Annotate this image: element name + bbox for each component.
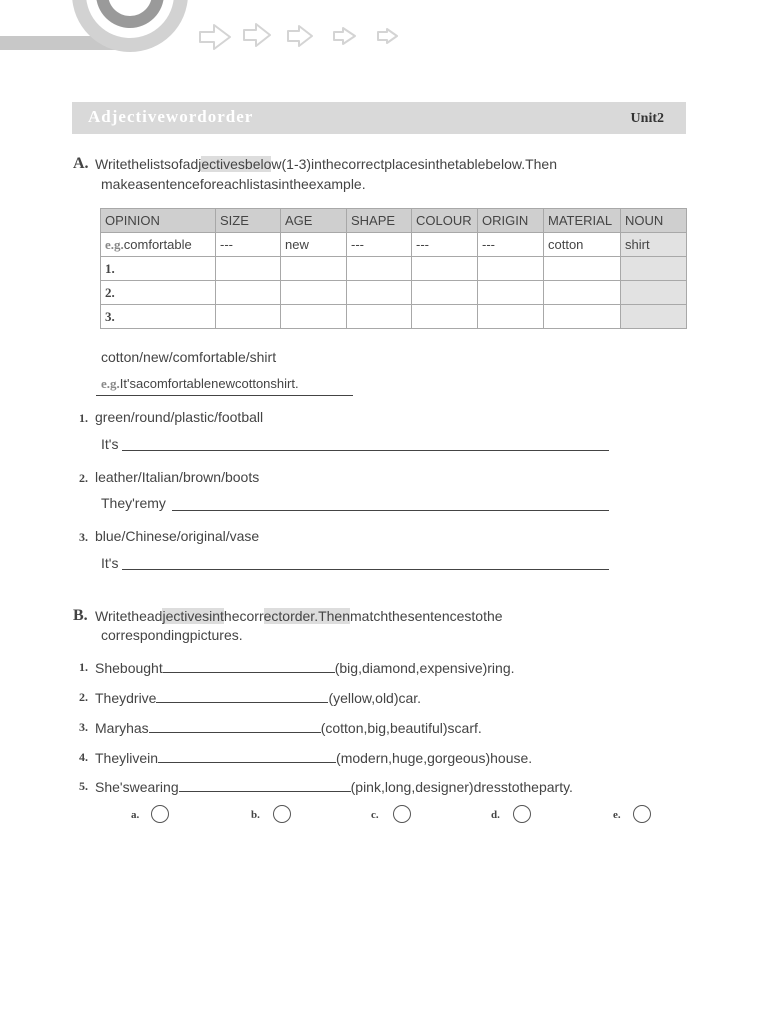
- row-number: 3.: [101, 305, 216, 329]
- answer-cell[interactable]: [621, 281, 687, 305]
- table-header-row: [101, 209, 687, 233]
- example-prefix: e.g.: [101, 376, 120, 391]
- row-number: 2.: [101, 281, 216, 305]
- table-row: [101, 305, 687, 329]
- item-number: 2.: [79, 690, 88, 704]
- answer-cell[interactable]: [544, 257, 621, 281]
- col-header-origin: ORIGIN: [478, 209, 544, 233]
- option-label-d: d.: [491, 809, 500, 821]
- table-cell: cotton: [544, 233, 621, 257]
- col-header-size: SIZE: [216, 209, 281, 233]
- section-a-instruction-line2: makeasentenceforeachlistasintheexample.: [101, 176, 366, 192]
- item-number: 3.: [79, 530, 88, 544]
- sentence-item: Theylivein (modern,huge,gorgeous)house.: [95, 750, 533, 766]
- item-number: 1.: [79, 411, 88, 425]
- col-header-shape: SHAPE: [347, 209, 412, 233]
- section-b-instruction-line2: correspondingpictures.: [101, 627, 243, 643]
- arrow-icon: [288, 26, 312, 46]
- answer-cell[interactable]: [544, 305, 621, 329]
- section-a-letter: A.: [73, 155, 89, 172]
- answer-line[interactable]: [122, 569, 609, 570]
- adjective-order-table: [100, 208, 687, 329]
- arrow-icon: [244, 24, 270, 46]
- answer-line[interactable]: [172, 510, 609, 511]
- page-title: Adjectivewordorder: [88, 107, 254, 126]
- answer-blank[interactable]: [179, 777, 351, 792]
- answer-circle-b[interactable]: [273, 805, 291, 823]
- example-list: cotton/new/comfortable/shirt: [101, 349, 277, 365]
- table-cell: e.g.comfortable: [101, 233, 216, 257]
- col-header-material: MATERIAL: [544, 209, 621, 233]
- option-label-c: c.: [371, 809, 379, 821]
- answer-cell[interactable]: [478, 257, 544, 281]
- item-number: 5.: [79, 779, 88, 793]
- answer-line[interactable]: [122, 450, 609, 451]
- arrow-icon: [378, 29, 397, 43]
- arrow-icon: [200, 25, 230, 49]
- arrow-icon: [334, 28, 355, 44]
- table-example-row: [101, 233, 687, 257]
- answer-cell[interactable]: [347, 281, 412, 305]
- sentence-item: She'swearing (pink,long,designer)dresstotheparty.: [95, 779, 573, 795]
- answer-cell[interactable]: [281, 281, 347, 305]
- item-number: 1.: [79, 660, 88, 674]
- answer-cell[interactable]: [621, 305, 687, 329]
- answer-circle-d[interactable]: [513, 805, 531, 823]
- col-header-opinion: OPINION: [101, 209, 216, 233]
- answer-cell[interactable]: [216, 305, 281, 329]
- answer-cell[interactable]: [281, 305, 347, 329]
- unit-label: Unit2: [630, 111, 664, 126]
- answer-circle-c[interactable]: [393, 805, 411, 823]
- answer-cell[interactable]: [544, 281, 621, 305]
- example-prefix: e.g.: [105, 236, 124, 252]
- answer-cell[interactable]: [621, 257, 687, 281]
- table-cell: ---: [412, 233, 478, 257]
- answer-cell[interactable]: [412, 257, 478, 281]
- item-number: 2.: [79, 471, 88, 485]
- table-cell: ---: [478, 233, 544, 257]
- section-b-instruction: Writetheadjectivesinthecorrectorder.Thenmatchthesentencestothe: [95, 608, 503, 624]
- row-number: 1.: [101, 257, 216, 281]
- item-starter: It's: [101, 436, 119, 452]
- sentence-item: Theydrive (yellow,old)car.: [95, 690, 422, 706]
- answer-blank[interactable]: [163, 658, 335, 673]
- answer-blank[interactable]: [158, 748, 336, 763]
- answer-cell[interactable]: [412, 281, 478, 305]
- title-bar: [72, 102, 686, 134]
- answer-cell[interactable]: [478, 281, 544, 305]
- item-number: 4.: [79, 750, 88, 764]
- item-number: 3.: [79, 720, 88, 734]
- example-underline: [96, 395, 353, 396]
- table-row: [101, 257, 687, 281]
- col-header-age: AGE: [281, 209, 347, 233]
- section-b-letter: B.: [73, 607, 88, 624]
- table-cell: ---: [216, 233, 281, 257]
- item-list: green/round/plastic/football: [95, 409, 264, 425]
- table-cell: new: [281, 233, 347, 257]
- answer-cell[interactable]: [478, 305, 544, 329]
- answer-circle-e[interactable]: [633, 805, 651, 823]
- answer-blank[interactable]: [149, 718, 321, 733]
- section-a-instruction: Writethelistsofadjectivesbelow(1-3)inthecorrectplacesinthetablebelow.Then: [95, 156, 557, 172]
- sentence-item: Maryhas (cotton,big,beautiful)scarf.: [95, 720, 482, 736]
- example-sentence: e.g.It'sacomfortablenewcottonshirt.: [101, 376, 299, 391]
- item-list: leather/Italian/brown/boots: [95, 469, 260, 485]
- col-header-colour: COLOUR: [412, 209, 478, 233]
- answer-cell[interactable]: [412, 305, 478, 329]
- col-header-noun: NOUN: [621, 209, 687, 233]
- answer-cell[interactable]: [347, 257, 412, 281]
- item-starter: They'remy: [101, 495, 166, 511]
- option-label-e: e.: [613, 809, 621, 821]
- sentence-item: Shebought (big,diamond,expensive)ring.: [95, 660, 515, 676]
- header-decoration: [0, 0, 420, 60]
- table-cell: ---: [347, 233, 412, 257]
- answer-cell[interactable]: [347, 305, 412, 329]
- item-list: blue/Chinese/original/vase: [95, 528, 260, 544]
- table-row: [101, 281, 687, 305]
- answer-blank[interactable]: [156, 688, 328, 703]
- item-starter: It's: [101, 555, 119, 571]
- answer-cell[interactable]: [216, 257, 281, 281]
- option-label-b: b.: [251, 809, 260, 821]
- answer-cell[interactable]: [216, 281, 281, 305]
- answer-cell[interactable]: [281, 257, 347, 281]
- table-cell: shirt: [621, 233, 687, 257]
- answer-circle-a[interactable]: [151, 805, 169, 823]
- option-label-a: a.: [131, 809, 140, 821]
